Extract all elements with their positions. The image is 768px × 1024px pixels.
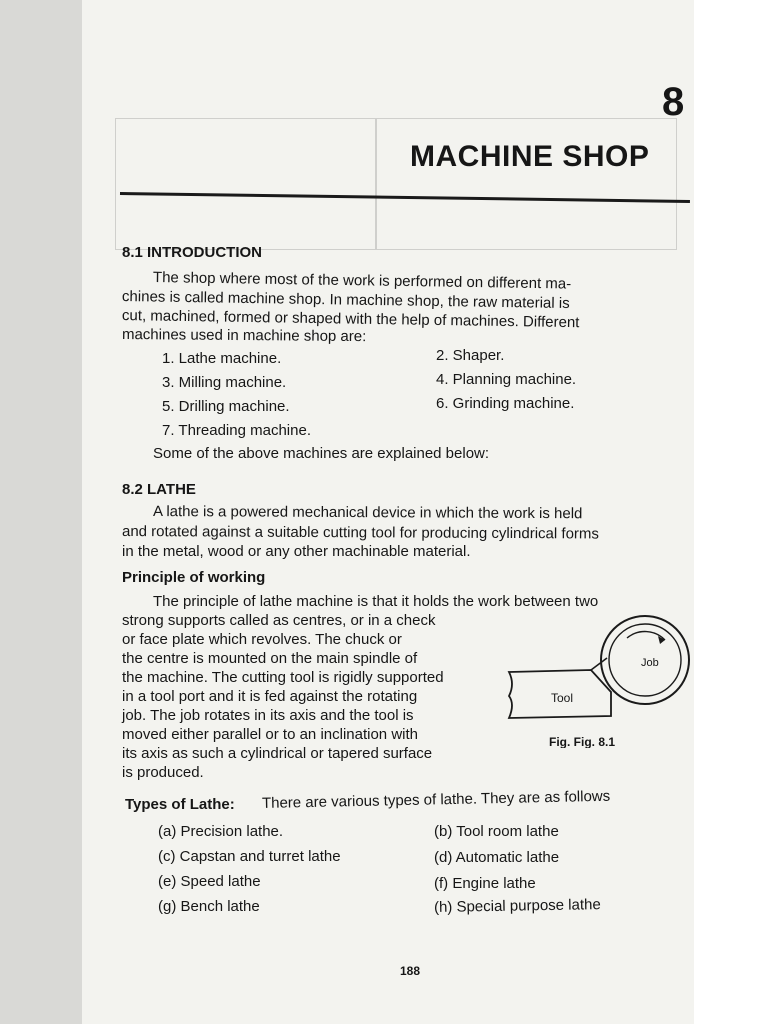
page-number: 188 <box>400 964 421 978</box>
principle-line-5: the machine. The cutting tool is rigidly supported <box>122 669 444 686</box>
lathe-type-item: (h) Special purpose lathe <box>433 896 601 916</box>
chapter-title: MACHINE SHOP <box>410 140 650 173</box>
intro-line-3: cut, machined, formed or shaped with the help of machines. Different <box>121 307 580 332</box>
bleed-through-table-divider <box>375 118 377 250</box>
section-heading-introduction: 8.1 INTRODUCTION <box>122 244 263 261</box>
section-heading-lathe: 8.2 LATHE <box>122 481 196 498</box>
page-edge <box>694 0 768 1024</box>
machine-list-item: 2. Shaper. <box>436 347 505 364</box>
types-intro: There are various types of lathe. They are as follows <box>261 787 611 812</box>
principle-line-1: The principle of lathe machine is that it holds the work between two <box>153 593 599 610</box>
principle-line-6: in a tool port and it is fed against the rotating <box>122 688 418 705</box>
intro-line-1: The shop where most of the work is performed on different ma- <box>152 269 572 293</box>
lathe-type-item: (a) Precision lathe. <box>158 823 284 840</box>
machine-list-item: 6. Grinding machine. <box>436 395 575 412</box>
principle-line-7: job. The job rotates in its axis and the tool is <box>122 707 414 724</box>
types-heading: Types of Lathe: <box>125 796 235 813</box>
lathe-type-item: (f) Engine lathe <box>434 875 536 892</box>
machine-list-item: 4. Planning machine. <box>436 371 577 388</box>
lathe-type-item: (e) Speed lathe <box>158 873 261 890</box>
lathe-line-2: and rotated against a suitable cutting tool for producing cylindrical forms <box>121 523 599 543</box>
figure-tool-label: Tool <box>551 691 574 705</box>
lathe-type-item: (b) Tool room lathe <box>434 823 559 840</box>
machine-list-item: 1. Lathe machine. <box>162 350 282 367</box>
figure-caption: Fig. Fig. 8.1 <box>549 735 616 748</box>
principle-line-4: the centre is mounted on the main spindle of <box>122 650 418 667</box>
intro-line-4: machines used in machine shop are: <box>121 326 367 346</box>
tool-tip-line <box>591 658 607 670</box>
principle-line-2: strong supports called as centres, or in a check <box>122 612 436 629</box>
principle-line-3: or face plate which revolves. The chuck or <box>122 631 402 648</box>
lathe-type-item: (c) Capstan and turret lathe <box>158 848 341 865</box>
intro-closing: Some of the above machines are explained below: <box>153 445 490 462</box>
lathe-figure <box>495 608 695 748</box>
principle-line-10: is produced. <box>122 764 204 781</box>
chapter-number: 8 <box>662 80 685 124</box>
lathe-line-3: in the metal, wood or any other machinable material. <box>122 543 471 560</box>
bleed-through-table <box>115 118 677 250</box>
principle-heading: Principle of working <box>122 569 266 586</box>
machine-list-item: 7. Threading machine. <box>162 422 311 439</box>
lathe-type-item: (d) Automatic lathe <box>434 849 560 866</box>
principle-line-8: moved either parallel or to an inclination with <box>122 726 418 743</box>
lathe-line-1: A lathe is a powered mechanical device in which the work is held <box>152 503 583 523</box>
intro-line-2: chines is called machine shop. In machine shop, the raw material is <box>121 288 570 313</box>
figure-job-label: Job <box>641 657 659 669</box>
machine-list-item: 3. Milling machine. <box>162 374 287 391</box>
principle-line-9: its axis as such a cylindrical or tapered surface <box>122 745 433 762</box>
machine-list-item: 5. Drilling machine. <box>162 398 290 415</box>
lathe-type-item: (g) Bench lathe <box>158 898 260 915</box>
